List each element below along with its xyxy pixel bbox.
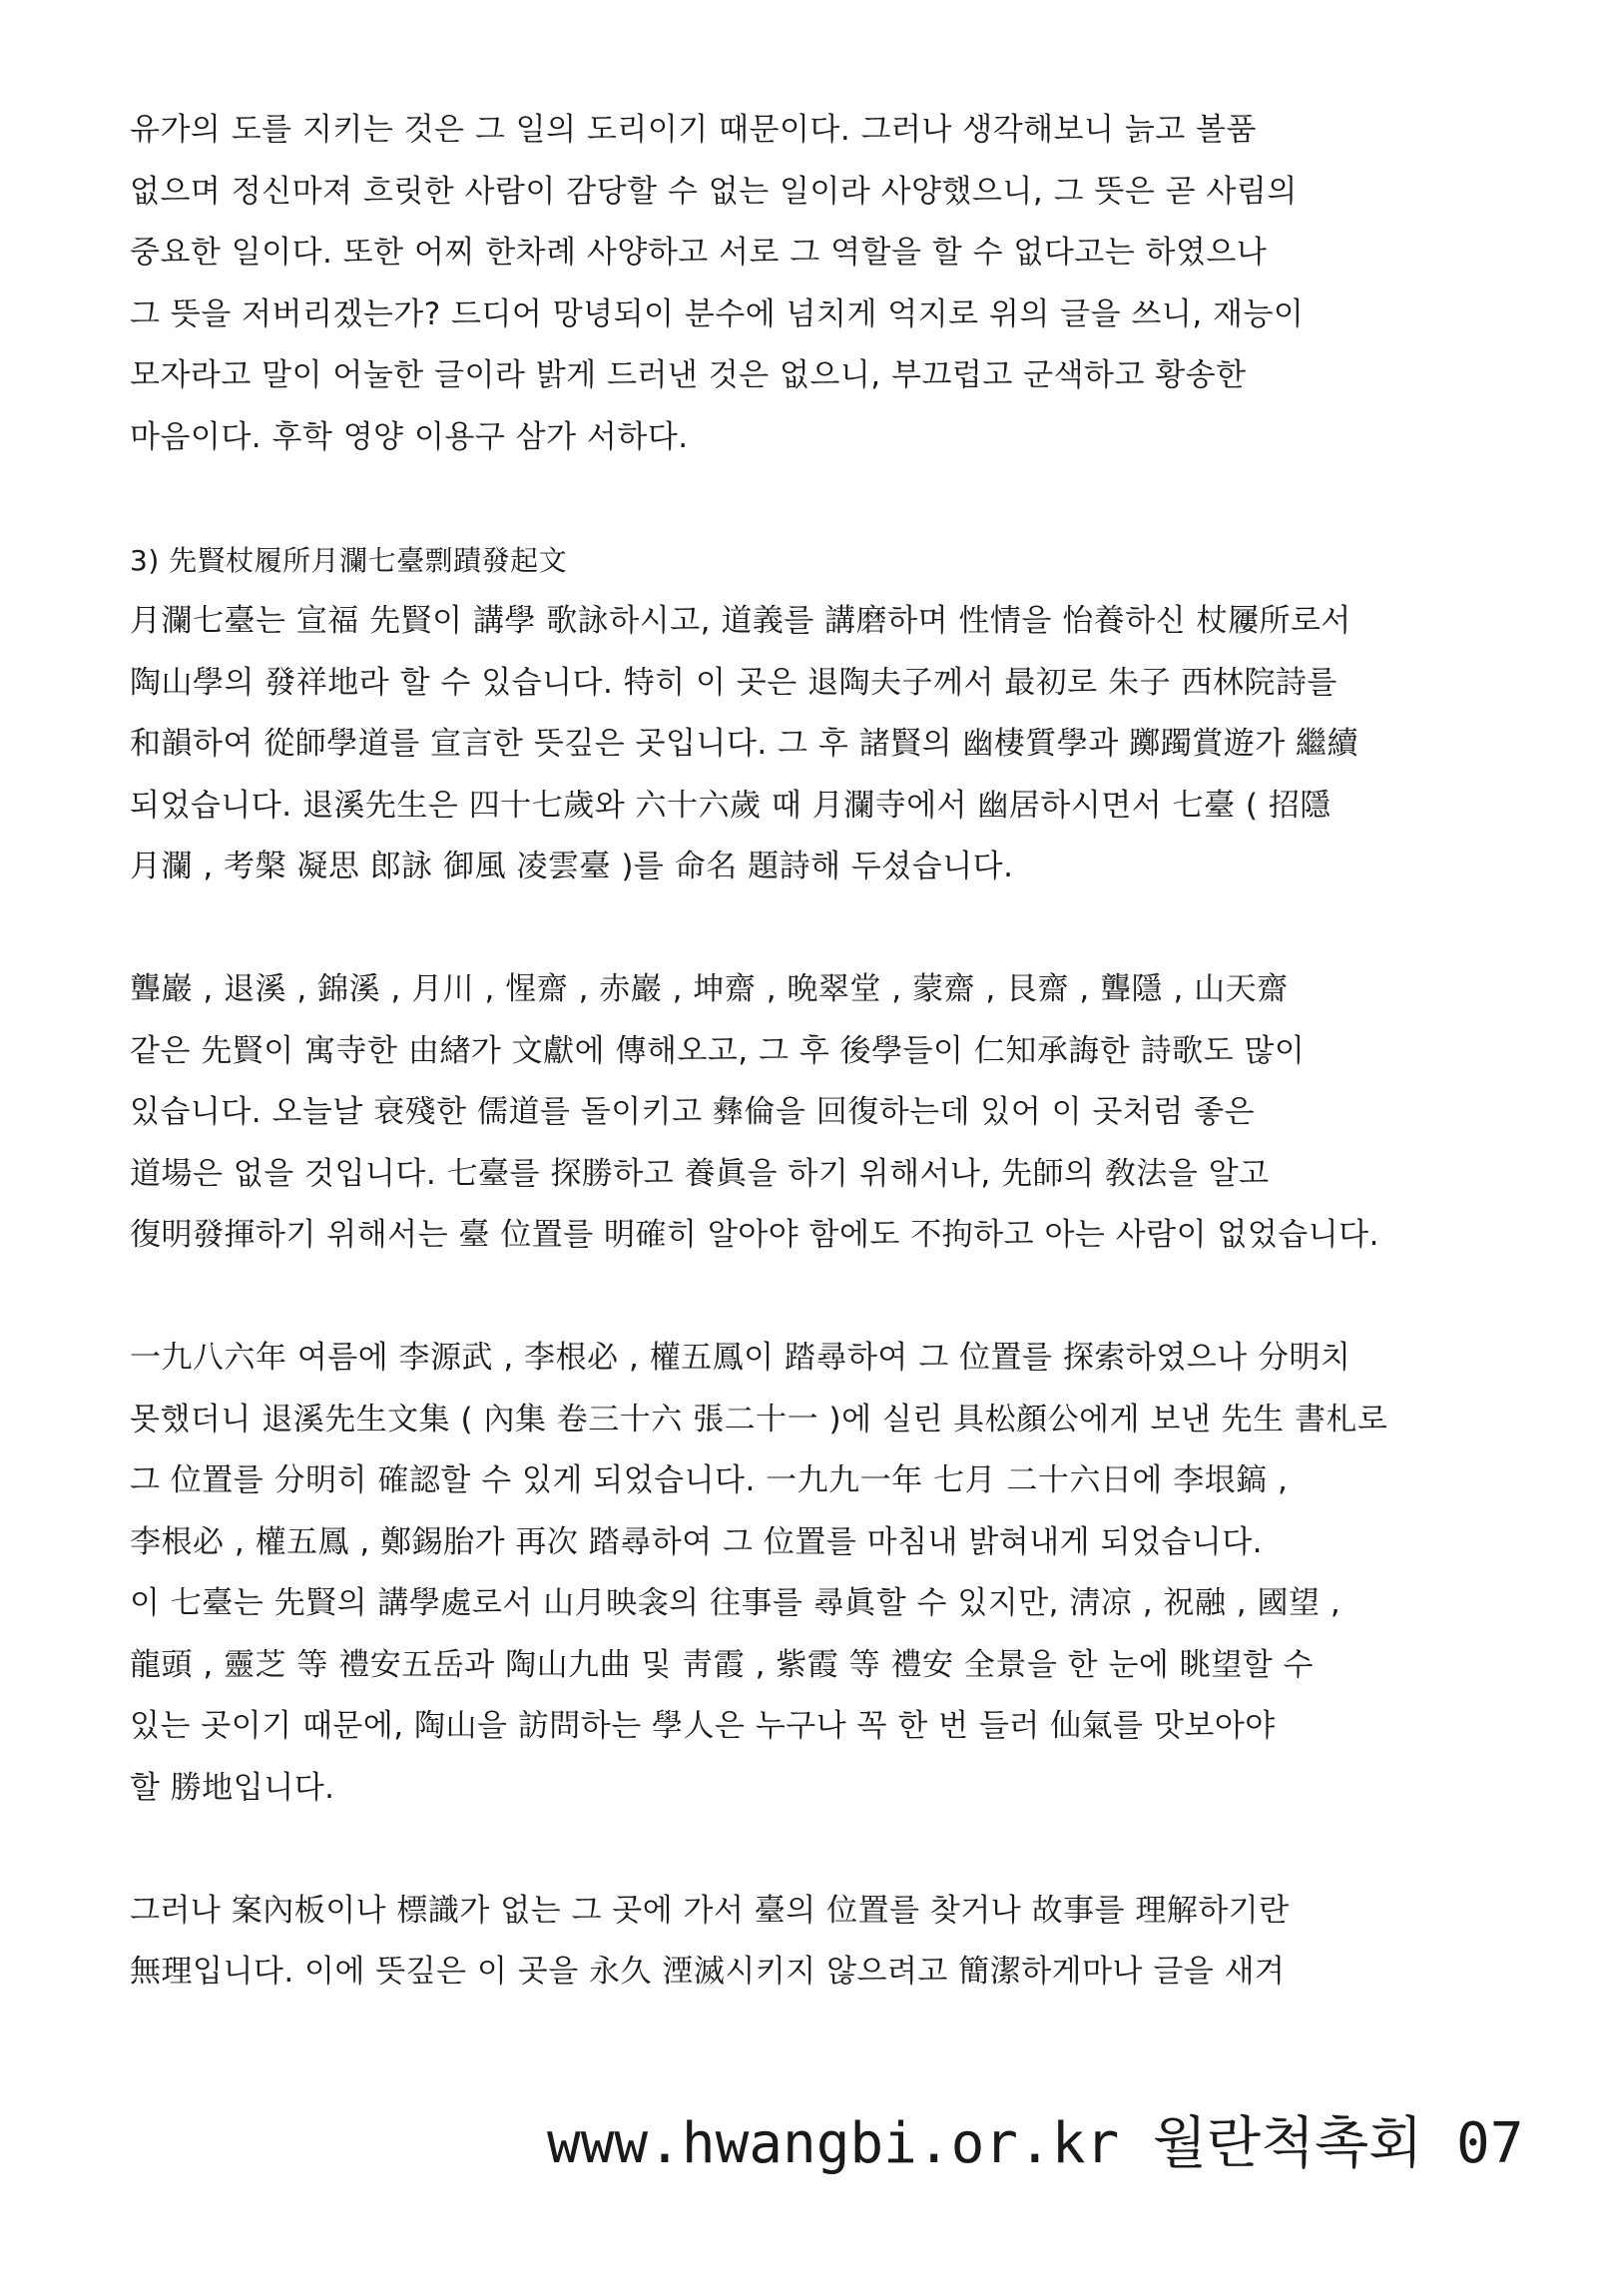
text-line: 같은 先賢이 寓寺한 由緖가 文獻에 傳해오고, 그 후 後學들이 仁知承誨한 詩歌도 많이 bbox=[130, 1032, 1306, 1069]
text-line: 그 位置를 分明히 確認할 수 있게 되었습니다. 一九九一年 七月 二十六日에 李垠鎬 , bbox=[130, 1462, 1289, 1498]
document-body bbox=[130, 100, 1567, 2004]
page-footer: www.hwangbi.or.kr 월란척촉회 07 bbox=[547, 2111, 1524, 2176]
text-line: 月瀾 , 考槃 凝思 郎詠 御風 凌雲臺 )를 命名 題詩해 두셨습니다. bbox=[130, 849, 1014, 884]
paragraph-4 bbox=[130, 1328, 1567, 1819]
text-line: 그 뜻을 저버리겠는가? 드디어 망녕되이 분수에 넘치게 억지로 위의 글을 쓰니, 재능이 bbox=[130, 295, 1305, 332]
text-line: 유가의 도를 지키는 것은 그 일의 도리이기 때문이다. 그러나 생각해보니 늙고 볼품 bbox=[130, 112, 1257, 148]
text-line: 모자라고 말이 어눌한 글이라 밝게 드러낸 것은 없으니, 부끄럽고 군색하고 황송한 bbox=[130, 357, 1247, 393]
text-line: 龍頭 , 靈芝 等 禮安五岳과 陶山九曲 및 靑霞 , 紫霞 等 禮安 全景을 한 눈에 眺望할 수 bbox=[130, 1646, 1314, 1683]
text-line: 없으며 정신마져 흐릿한 사람이 감당할 수 없는 일이라 사양했으니, 그 뜻은 곧 사림의 bbox=[130, 173, 1298, 210]
text-line: 할 勝地입니다. bbox=[130, 1769, 335, 1806]
paragraph-1 bbox=[130, 100, 1567, 468]
text-line: 無理입니다. 이에 뜻깊은 이 곳을 永久 湮滅시키지 않으려고 簡潔하게마나 글을 새겨 bbox=[130, 1954, 1286, 1990]
text-line: 李根必 , 權五鳳 , 鄭錫胎가 再次 踏尋하여 그 位置를 마침내 밝혀내게 되었습니다. bbox=[130, 1523, 1264, 1560]
paragraph-spacer bbox=[130, 898, 1567, 960]
section-heading: 3) 先賢杖履所月瀾七臺剽蹟發起文 bbox=[130, 543, 568, 577]
paragraph-5 bbox=[130, 1881, 1567, 2004]
text-line: 마음이다. 후학 영양 이용구 삼가 서하다. bbox=[130, 418, 689, 455]
paragraph-spacer bbox=[130, 1819, 1567, 1881]
text-line: 和韻하여 從師學道를 宣言한 뜻깊은 곳입니다. 그 후 諸賢의 幽棲質學과 躑躅賞遊가 繼續 bbox=[130, 726, 1359, 762]
text-line: 있습니다. 오늘날 衰殘한 儒道를 돌이키고 彝倫을 回復하는데 있어 이 곳처럼 좋은 bbox=[130, 1094, 1256, 1130]
section-3 bbox=[130, 530, 1567, 898]
paragraph-spacer bbox=[130, 1267, 1567, 1329]
text-line: 聾巖 , 退溪 , 錦溪 , 月川 , 惺齋 , 赤巖 , 坤齋 , 晩翠堂 , 蒙齋 , 艮齋 , 聾隱 , 山天齋 bbox=[130, 971, 1289, 1007]
paragraph-spacer bbox=[130, 468, 1567, 530]
text-line: 있는 곳이기 때문에, 陶山을 訪問하는 學人은 누구나 꼭 한 번 들러 仙氣를 맛보아야 bbox=[130, 1708, 1276, 1744]
text-line: 되었습니다. 退溪先生은 四十七歲와 六十六歲 때 月瀾寺에서 幽居하시면서 七臺 ( 招隱 bbox=[130, 787, 1331, 824]
text-line: 그러나 案內板이나 標識가 없는 그 곳에 가서 臺의 位置를 찾거나 故事를 理解하기란 bbox=[130, 1892, 1290, 1929]
text-line: 復明發揮하기 위해서는 臺 位置를 明確히 알아야 함에도 不拘하고 아는 사람이 없었습니다. bbox=[130, 1217, 1379, 1253]
paragraph-3 bbox=[130, 959, 1567, 1267]
text-line: 중요한 일이다. 또한 어찌 한차례 사양하고 서로 그 역할을 할 수 없다고는 하였으나 bbox=[130, 235, 1268, 271]
text-line: 道場은 없을 것입니다. 七臺를 探勝하고 養眞을 하기 위해서나, 先師의 敎法을 알고 bbox=[130, 1155, 1270, 1192]
text-line: 一九八六年 여름에 李源武 , 李根必 , 權五鳳이 踏尋하여 그 位置를 探索하였으나 分明치 bbox=[130, 1340, 1351, 1376]
text-line: 못했더니 退溪先生文集 ( 內集 卷三十六 張二十一 )에 실린 具松顔公에게 보낸 先生 書札로 bbox=[130, 1401, 1388, 1437]
text-line: 陶山學의 發祥地라 할 수 있습니다. 特히 이 곳은 退陶夫子께서 最初로 朱子 西林院詩를 bbox=[130, 664, 1337, 701]
text-line: 이 七臺는 先賢의 講學處로서 山月映衾의 往事를 尋眞할 수 있지만, 淸凉 , 祝融 , 國望 , bbox=[130, 1585, 1341, 1621]
text-line: 月瀾七臺는 宣福 先賢이 講學 歌詠하시고, 道義를 講磨하며 性情을 怡養하신 杖屨所로서 bbox=[130, 603, 1351, 639]
